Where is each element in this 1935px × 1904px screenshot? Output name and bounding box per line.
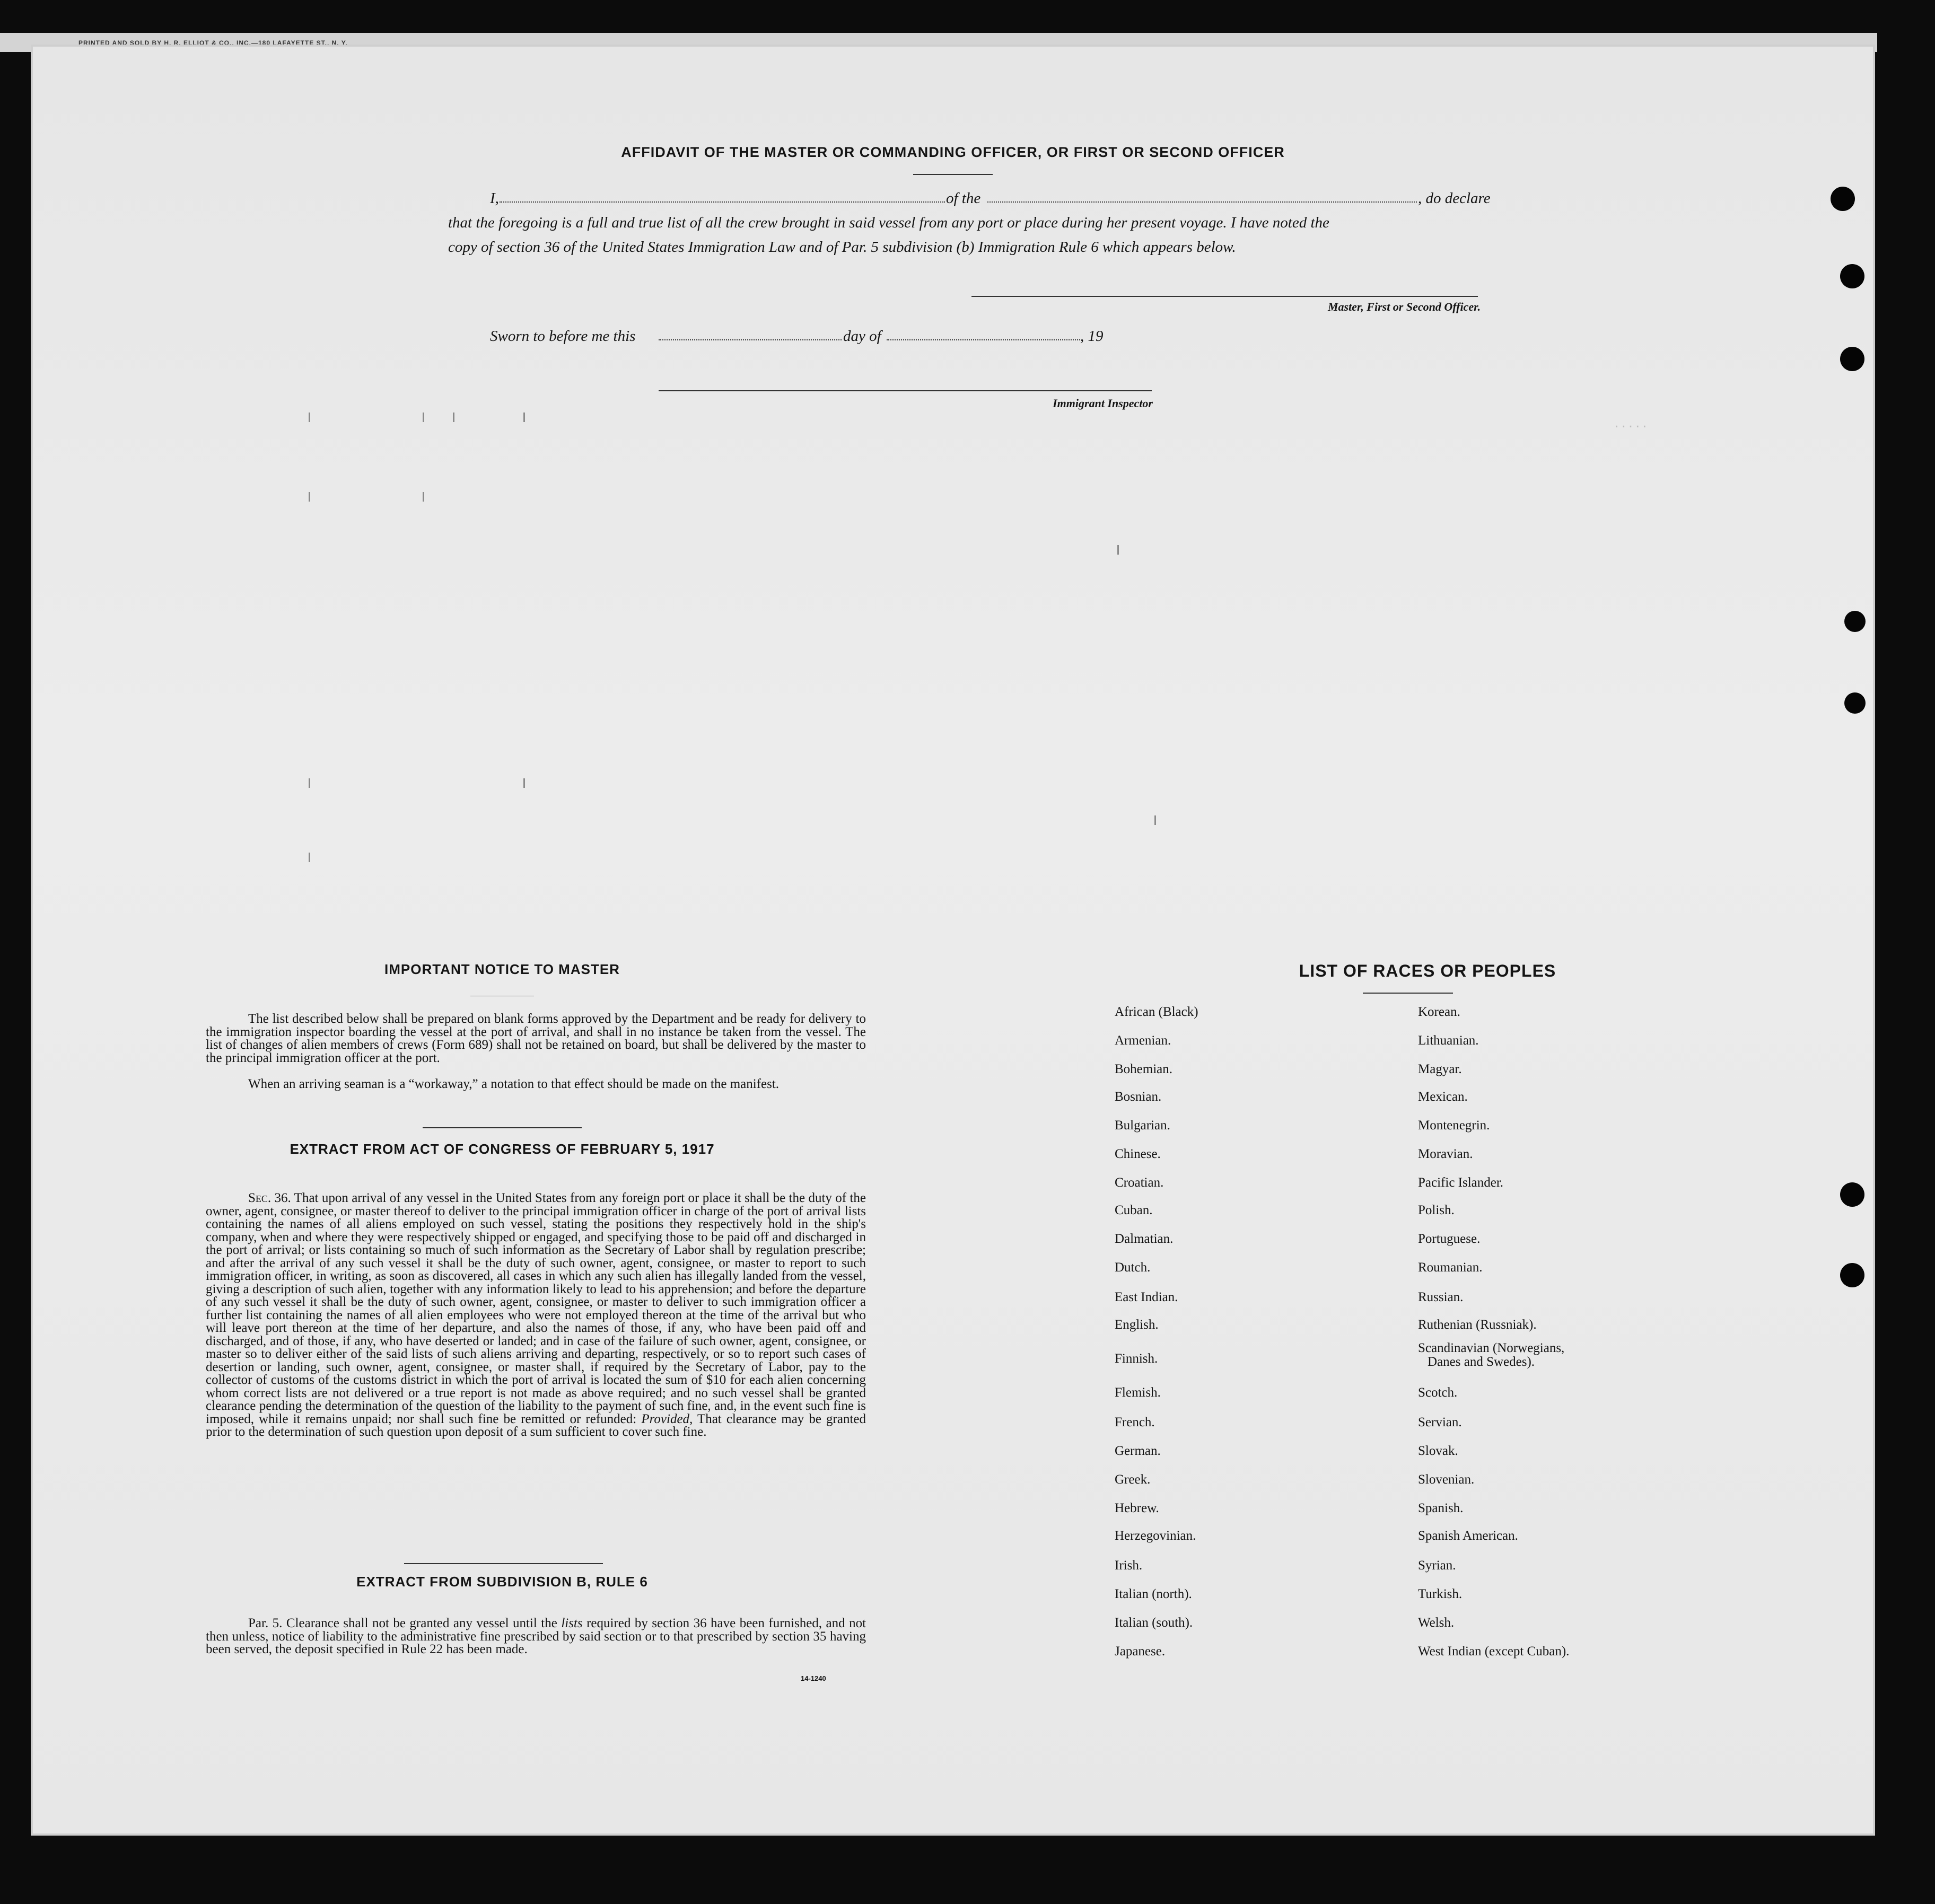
act-section-36-text: [206, 1192, 866, 1439]
race-item: Portuguese.: [1418, 1232, 1481, 1246]
rule-extract-title: EXTRACT FROM SUBDIVISION B, RULE 6: [356, 1574, 648, 1590]
bleed-through-mark: [523, 778, 525, 788]
bleed-through-mark: [1154, 815, 1156, 825]
race-item: Scotch.: [1418, 1385, 1458, 1400]
inspector-signature-line[interactable]: [659, 390, 1152, 391]
punch-hole: [1840, 347, 1864, 371]
race-item: Scandinavian (Norwegians,: [1418, 1341, 1565, 1355]
race-item: English.: [1115, 1318, 1159, 1332]
rule-par-5-text: [206, 1617, 866, 1656]
sworn-month-field[interactable]: [887, 339, 1080, 340]
race-item: Cuban.: [1115, 1203, 1153, 1217]
affidavit-of-the-label: of the: [946, 190, 981, 207]
race-item: Ruthenian (Russniak).: [1418, 1318, 1537, 1332]
act-extract-title: EXTRACT FROM ACT OF CONGRESS OF FEBRUARY 5, 1917: [290, 1141, 715, 1157]
race-item: Bulgarian.: [1115, 1118, 1170, 1133]
race-item: Lithuanian.: [1418, 1033, 1479, 1048]
sworn-year-label: , 19: [1080, 328, 1104, 345]
affidavit-i-label: I,: [490, 190, 499, 207]
race-item: Italian (south).: [1115, 1616, 1193, 1630]
race-item: Danes and Swedes).: [1428, 1355, 1535, 1369]
race-item: Russian.: [1418, 1290, 1464, 1304]
race-item: Moravian.: [1418, 1147, 1473, 1161]
sworn-prefix: Sworn to before me this: [490, 328, 636, 345]
race-item: Syrian.: [1418, 1558, 1456, 1573]
bleed-through-mark: [453, 413, 454, 422]
race-item: Montenegrin.: [1418, 1118, 1490, 1133]
race-item: Italian (north).: [1115, 1587, 1192, 1601]
race-item: Hebrew.: [1115, 1501, 1159, 1515]
race-item: Flemish.: [1115, 1385, 1161, 1400]
race-item: Herzegovinian.: [1115, 1529, 1196, 1543]
punch-hole: [1840, 1182, 1864, 1207]
races-title: LIST OF RACES OR PEOPLES: [1299, 961, 1556, 980]
notice-paragraph-1: The list described below shall be prepared on blank forms approved by the Department and be ready for delivery to the immigration inspector boarding the vessel at the port of arrival, and shall in no instance be taken from the vessel. The list of changes of alien members of crews (Form 689) shall not be retained on board, but shall be delivered by the master to the principal immigration officer at the port.: [206, 1012, 866, 1065]
race-item: Greek.: [1115, 1472, 1151, 1487]
affidavit-title: AFFIDAVIT OF THE MASTER OR COMMANDING OFFICER, OR FIRST OR SECOND OFFICER: [621, 144, 1285, 160]
sworn-day-of-label: day of: [843, 328, 881, 345]
sworn-day-field[interactable]: [659, 339, 842, 340]
race-item: Servian.: [1418, 1415, 1462, 1429]
rule-text-a: Par. 5. Clearance shall not be granted any vessel until the: [248, 1616, 557, 1630]
race-item: Armenian.: [1115, 1033, 1171, 1048]
bleed-through-mark: [309, 492, 310, 502]
race-item: Dutch.: [1115, 1260, 1151, 1275]
section-body-end: That clearance may be granted prior to the determination of such question upon deposit of a sum sufficient to cover such fine.: [206, 1411, 866, 1439]
races-title-rule: [1363, 993, 1453, 994]
race-item: Finnish.: [1115, 1352, 1158, 1366]
inspector-label: Immigrant Inspector: [1053, 397, 1153, 410]
bleed-through-mark: [309, 413, 310, 422]
race-item: East Indian.: [1115, 1290, 1178, 1304]
race-item: West Indian (except Cuban).: [1418, 1644, 1570, 1659]
title-underline: [913, 174, 993, 175]
affidavit-line-2: that the foregoing is a full and true list of all the crew brought in said vessel from any port or place during her present voyage. I have noted the: [448, 214, 1329, 231]
race-item: Welsh.: [1418, 1616, 1455, 1630]
bleed-through-mark: [309, 853, 310, 862]
bleed-through-mark: [1117, 545, 1119, 555]
notice-title: IMPORTANT NOTICE TO MASTER: [384, 961, 620, 977]
bleed-through-text: .....: [1613, 418, 1649, 431]
race-item: Korean.: [1418, 1005, 1460, 1019]
race-item: Irish.: [1115, 1558, 1143, 1573]
race-item: Turkish.: [1418, 1587, 1463, 1601]
master-signature-line[interactable]: [971, 296, 1478, 297]
race-item: Spanish.: [1418, 1501, 1464, 1515]
form-number: 14-1240: [801, 1674, 826, 1682]
punch-hole: [1844, 611, 1866, 632]
document-sheet: [33, 47, 1873, 1833]
section-body: That upon arrival of any vessel in the United States from any foreign port or place it shall be the duty of the owner, agent, consignee, or master thereof to deliver to the principal immigration officer in charge of the port of arrival lists containing the names of all aliens employed on such vessel, stating the positions they respectively hold in the ship's company, when and where they were respectively shipped or engaged, and specifying those to be paid off and discharged in the port of arrival; or lists containing so much of such information as the Secretary of Labor shall by regulation prescribe; and after the arrival of any such vessel it shall be the duty of such owner, agent, consignee, or master to report to such immigration officer, in writing, as soon as discovered, all cases in which any such alien has illegally landed from the vessel, giving a description of such alien, together with any information likely to lead to his apprehension; and before the departure of any such vessel it shall be the duty of such owner, agent, consignee, or master to deliver to such immigration officer a further list containing the names of all alien employees who were not employed thereon at the time of the arrival but who will leave port thereon at the time of her departure, and also the names of those, if any, who have been paid off and discharged, and of those, if any, who have deserted or landed; and in case of the failure of such owner, agent, consignee, or master so to deliver either of the said lists of such aliens arriving and departing, respectively, or so to report such cases of desertion or landing, such owner, agent, consignee, or master shall, if required by the Secretary of Labor, pay to the collector of customs of the customs district in which the port of arrival is located the sum of $10 for each alien concerning whom correct lists are not delivered or a true report is not made as above required; and no such vessel shall be granted clearance pending the determination of the question of the liability to the payment of such fine, and, in the event such fine is imposed, while it remains unpaid; nor shall such fine be remitted or refunded:: [206, 1191, 866, 1426]
race-item: Polish.: [1418, 1203, 1455, 1217]
bleed-through-mark: [523, 413, 525, 422]
punch-hole: [1844, 692, 1866, 714]
affidavit-line-3: copy of section 36 of the United States Immigration Law and of Par. 5 subdivision (b) Immigration Rule 6 which appears below.: [448, 239, 1236, 256]
race-item: Bosnian.: [1115, 1090, 1162, 1104]
section-label: Sec. 36.: [248, 1191, 291, 1205]
bleed-through-mark: [309, 778, 310, 788]
race-item: Slovak.: [1418, 1444, 1458, 1458]
race-item: African (Black): [1115, 1005, 1198, 1019]
provided-label: Provided,: [641, 1411, 693, 1426]
bleed-through-mark: [423, 492, 424, 502]
vessel-name-field[interactable]: [987, 201, 1417, 203]
race-item: Bohemian.: [1115, 1062, 1173, 1076]
race-item: German.: [1115, 1444, 1161, 1458]
bleed-through-mark: [423, 413, 424, 422]
punch-hole: [1831, 187, 1855, 211]
section-divider: [404, 1563, 603, 1564]
race-item: Roumanian.: [1418, 1260, 1483, 1275]
printer-imprint: PRINTED AND SOLD BY H. R. ELLIOT & CO., INC.—180 LAFAYETTE ST., N. Y.: [78, 39, 348, 47]
race-item: Croatian.: [1115, 1175, 1164, 1190]
declarant-name-field[interactable]: [500, 201, 945, 203]
punch-hole: [1840, 1263, 1864, 1287]
section-divider: [423, 1127, 582, 1128]
master-signature-label: Master, First or Second Officer.: [1327, 300, 1481, 313]
race-item: Dalmatian.: [1115, 1232, 1174, 1246]
race-item: Japanese.: [1115, 1644, 1166, 1659]
race-item: Spanish American.: [1418, 1529, 1518, 1543]
notice-paragraph-2: When an arriving seaman is a “workaway,” a notation to that effect should be made on the manifest.: [248, 1077, 780, 1091]
race-item: French.: [1115, 1415, 1155, 1429]
race-item: Magyar.: [1418, 1062, 1462, 1076]
race-item: Chinese.: [1115, 1147, 1161, 1161]
race-item: Pacific Islander.: [1418, 1175, 1504, 1190]
punch-hole: [1840, 264, 1864, 288]
race-item: Mexican.: [1418, 1090, 1468, 1104]
race-item: Slovenian.: [1418, 1472, 1475, 1487]
rule-text-b: required by section 36 have been furnished, and not then unless, notice of liability to the administrative fine prescribed by said section or to that prescribed by section 35 having been served, the deposit specified in Rule 22 has been made.: [206, 1616, 866, 1656]
do-declare-text: , do declare: [1418, 190, 1491, 207]
lists-word: lists: [561, 1616, 583, 1630]
